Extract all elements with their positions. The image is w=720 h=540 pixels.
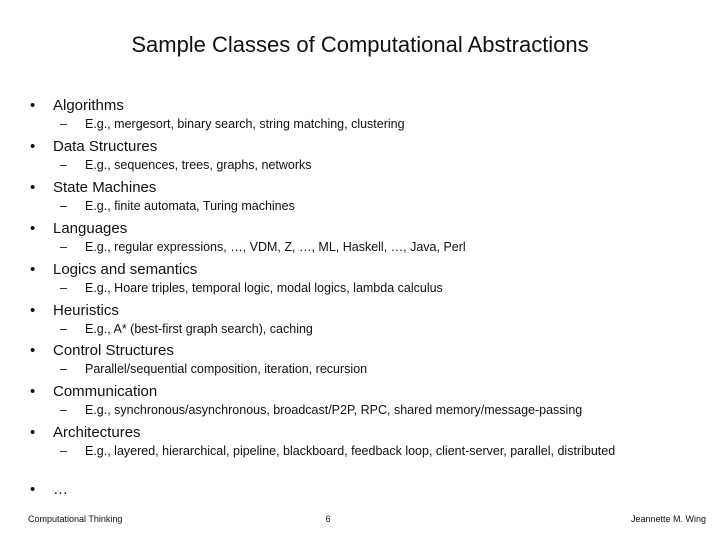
- item-label: Heuristics: [53, 302, 119, 319]
- bullet-icon: •: [30, 97, 36, 114]
- item-label: Communication: [53, 383, 158, 400]
- bullet-icon: •: [30, 424, 36, 441]
- bullet-icon: •: [30, 179, 36, 196]
- sub-item-text: E.g., A* (best-first graph search), caching: [85, 322, 313, 336]
- dash-icon: –: [60, 240, 67, 254]
- dash-icon: –: [60, 281, 67, 295]
- footer-course-title: Computational Thinking: [28, 514, 123, 524]
- dash-icon: –: [60, 362, 67, 376]
- bullet-icon: •: [30, 261, 36, 278]
- sub-item-text: E.g., finite automata, Turing machines: [85, 199, 295, 213]
- dash-icon: –: [60, 322, 67, 336]
- bullet-icon: •: [30, 342, 36, 359]
- item-label: State Machines: [53, 179, 157, 196]
- bullet-icon: •: [30, 220, 36, 237]
- dash-icon: –: [60, 158, 67, 172]
- sub-item-text: E.g., Hoare triples, temporal logic, modal logics, lambda calculus: [85, 281, 443, 295]
- sub-item-text: E.g., synchronous/asynchronous, broadcast/P2P, RPC, shared memory/message-passing: [85, 403, 583, 417]
- bullet-icon: •: [30, 481, 36, 498]
- item-label: Control Structures: [53, 342, 174, 359]
- dash-icon: –: [60, 117, 67, 131]
- dash-icon: –: [60, 199, 67, 213]
- bullet-icon: •: [30, 302, 36, 319]
- sub-item-text: E.g., layered, hierarchical, pipeline, blackboard, feedback loop, client-server, parallel, distributed: [85, 444, 616, 458]
- item-label: Algorithms: [53, 97, 124, 114]
- sub-item-text: E.g., sequences, trees, graphs, networks: [85, 158, 312, 172]
- sub-item-text: E.g., regular expressions, …, VDM, Z, …, ML, Haskell, …, Java, Perl: [85, 240, 466, 254]
- dash-icon: –: [60, 403, 67, 417]
- bullet-icon: •: [30, 138, 36, 155]
- footer-author: Jeannette M. Wing: [630, 514, 706, 524]
- sub-item-text: Parallel/sequential composition, iteration, recursion: [85, 362, 368, 376]
- sub-item-text: E.g., mergesort, binary search, string matching, clustering: [85, 117, 405, 131]
- item-label: …: [53, 481, 68, 498]
- item-label: Languages: [53, 220, 128, 237]
- slide-title: Sample Classes of Computational Abstractions: [131, 32, 589, 57]
- footer-page-number: 6: [325, 514, 331, 524]
- item-label: Architectures: [53, 424, 141, 441]
- item-label: Data Structures: [53, 138, 158, 155]
- bullet-icon: •: [30, 383, 36, 400]
- item-label: Logics and semantics: [53, 261, 198, 278]
- dash-icon: –: [60, 444, 67, 458]
